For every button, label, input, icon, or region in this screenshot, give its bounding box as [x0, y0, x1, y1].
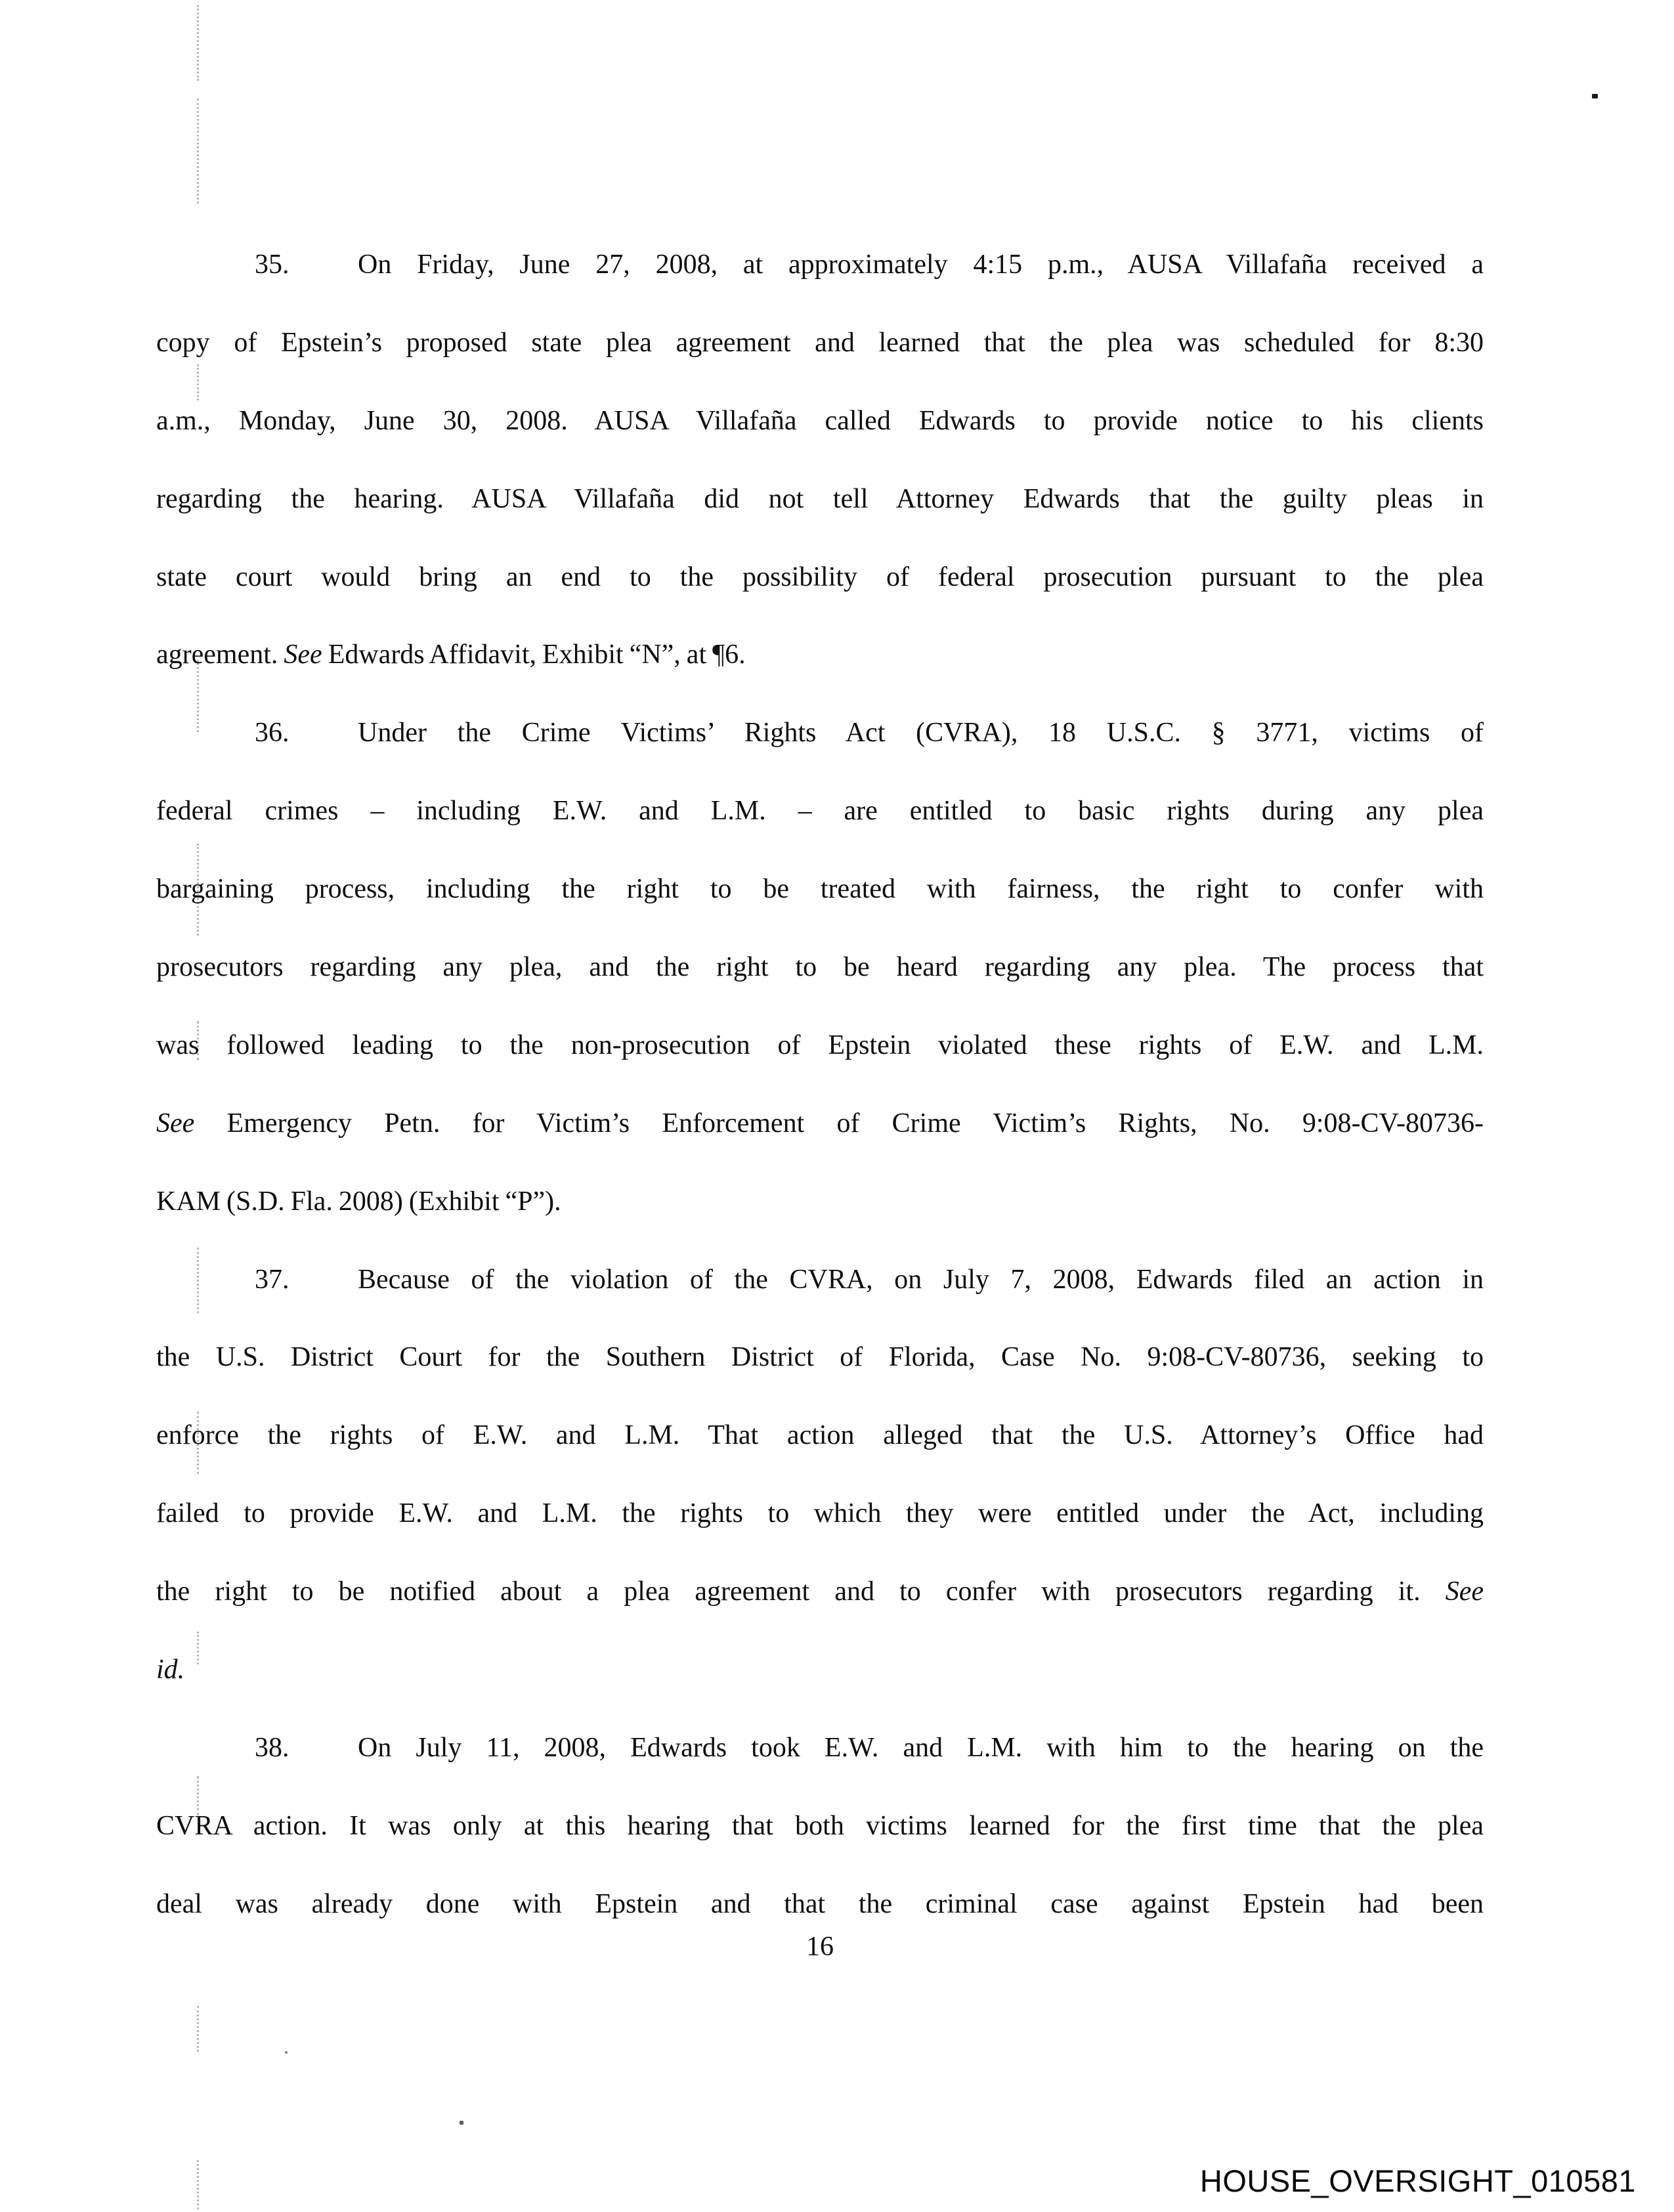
text-run: regarding the hearing. AUSA Villafaña did not tell Attorney Edwards that the guilty pleas in	[156, 483, 1484, 514]
document-line	[156, 1709, 1484, 1787]
document-line	[156, 1553, 1484, 1631]
text-run: the right to be notified about a plea agreement and to confer with prosecutors regarding it.	[156, 1576, 1446, 1607]
scan-artifact-speck	[460, 2121, 463, 2125]
text-run: federal crimes – including E.W. and L.M. – are entitled to basic rights during any plea	[156, 796, 1484, 827]
document-line	[156, 460, 1484, 538]
document-line	[156, 1318, 1484, 1397]
text-run: a.m., Monday, June 30, 2008. AUSA Villafaña called Edwards to provide notice to his clients	[156, 405, 1484, 436]
text-run: Under the Crime Victims’ Rights Act (CVRA), 18 U.S.C. § 3771, victims of	[358, 718, 1484, 748]
bates-stamp: HOUSE_OVERSIGHT_010581	[1199, 2163, 1636, 2198]
text-run: On July 11, 2008, Edwards took E.W. and L.M. with him to the hearing on the	[358, 1732, 1484, 1763]
text-run: state court would bring an end to the possibility of federal prosecution pursuant to the plea	[156, 561, 1484, 592]
italic-text-run: id.	[156, 1655, 185, 1685]
document-line	[156, 1397, 1484, 1475]
text-run: KAM (S.D. Fla. 2008) (Exhibit “P”).	[156, 1186, 561, 1217]
text-run: enforce the rights of E.W. and L.M. That action alleged that the U.S. Attorney’s Office had	[156, 1420, 1484, 1451]
scan-artifact-speck	[1592, 94, 1598, 98]
text-run: Emergency Petn. for Victim’s Enforcement of Crime Victim’s Rights, No. 9:08-CV-80736-	[194, 1108, 1484, 1139]
scan-artifact-speck	[285, 2051, 288, 2054]
document-line	[156, 1631, 1484, 1709]
text-run: bargaining process, including the right to be treated with fairness, the right to confer with	[156, 874, 1484, 905]
document-line	[156, 1007, 1484, 1085]
page-number: 16	[806, 1932, 834, 1962]
document-line	[156, 1787, 1484, 1865]
text-run: agreement.	[156, 640, 284, 670]
paragraph-number: 36.	[255, 718, 290, 748]
text-run: was followed leading to the non-prosecution of Epstein violated these rights of E.W. and L.M.	[156, 1030, 1484, 1060]
document-line	[156, 850, 1484, 928]
scan-artifact-dotted-line	[197, 2160, 199, 2209]
text-run: Because of the violation of the CVRA, on July 7, 2008, Edwards filed an action in	[358, 1264, 1484, 1295]
paragraph-number: 37.	[255, 1264, 290, 1295]
document-line	[156, 1475, 1484, 1553]
text-run: CVRA action. It was only at this hearing that both victims learned for the first time that the plea	[156, 1810, 1484, 1841]
text-run: Edwards Affidavit, Exhibit “N”, at ¶6.	[322, 640, 746, 670]
document-line	[156, 616, 1484, 694]
text-run: the U.S. District Court for the Southern District of Florida, Case No. 9:08-CV-80736, seeking to	[156, 1342, 1484, 1373]
document-line	[156, 694, 1484, 772]
text-run: On Friday, June 27, 2008, at approximately 4:15 p.m., AUSA Villafaña received a	[358, 249, 1484, 280]
italic-text-run: See	[1445, 1576, 1484, 1607]
document-line	[156, 928, 1484, 1007]
paragraph-number: 35.	[255, 249, 290, 280]
document-line	[156, 1163, 1484, 1241]
scan-artifact-dotted-line	[197, 5, 199, 81]
text-run: deal was already done with Epstein and that the criminal case against Epstein had been	[156, 1888, 1484, 1919]
text-run: copy of Epstein’s proposed state plea agreement and learned that the plea was scheduled for 8:30	[156, 327, 1484, 358]
document-body	[156, 226, 1484, 1943]
italic-text-run: See	[284, 640, 322, 670]
text-run: failed to provide E.W. and L.M. the rights to which they were entitled under the Act, including	[156, 1498, 1484, 1529]
document-line	[156, 226, 1484, 304]
scan-artifact-dotted-line	[197, 2006, 199, 2052]
scan-artifact-dotted-line	[197, 98, 199, 204]
document-line	[156, 304, 1484, 382]
italic-text-run: See	[156, 1108, 195, 1139]
paragraph-number: 38.	[255, 1732, 290, 1763]
document-line	[156, 1085, 1484, 1163]
document-line	[156, 1241, 1484, 1319]
document-line	[156, 772, 1484, 850]
document-line	[156, 538, 1484, 617]
document-line	[156, 382, 1484, 460]
text-run: prosecutors regarding any plea, and the right to be heard regarding any plea. The process that	[156, 952, 1484, 983]
